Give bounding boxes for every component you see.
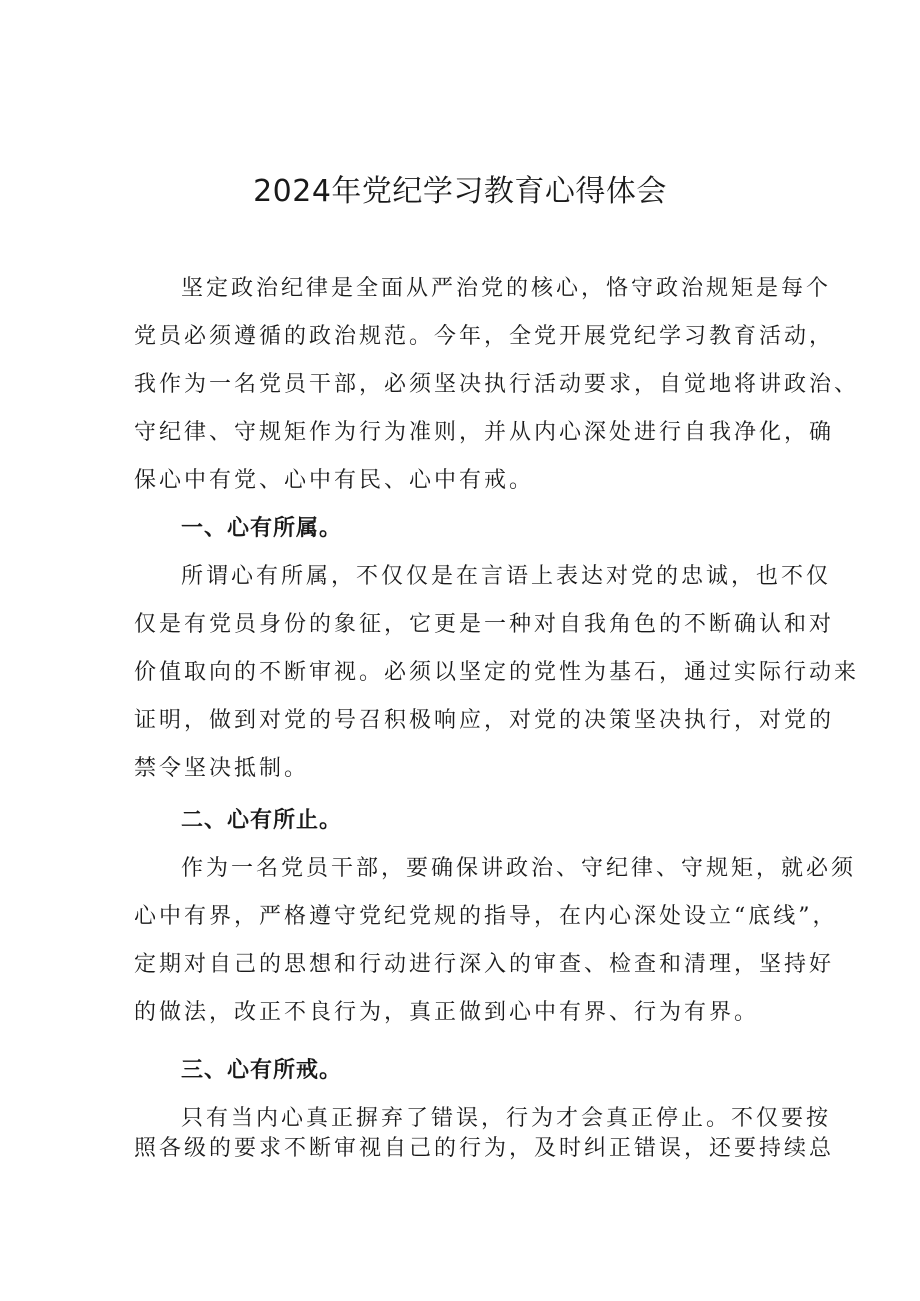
section-heading: 三、心有所戒。 (181, 1058, 343, 1083)
intro-line: 党员必须遵循的政治规范。今年，全党开展党纪学习教育活动， (134, 324, 835, 349)
section-line: 价值取向的不断审视。必须以坚定的党性为基石，通过实际行动来 (134, 660, 860, 685)
intro-line: 我作为一名党员干部，必须坚决执行活动要求，自觉地将讲政治、 (134, 372, 860, 397)
section-line: 仅是有党员身份的象征，它更是一种对自我角色的不断确认和对 (134, 612, 835, 637)
section-line: 只有当内心真正摒弃了错误，行为才会真正停止。不仅要按 (181, 1106, 832, 1131)
section-line: 作为一名党员干部，要确保讲政治、守纪律、守规矩，就必须 (181, 856, 857, 881)
intro-line: 守纪律、守规矩作为行为准则，并从内心深处进行自我净化，确 (134, 420, 835, 445)
section-heading: 二、心有所止。 (181, 808, 343, 833)
intro-line: 坚定政治纪律是全面从严治党的核心，恪守政治规矩是每个 (181, 276, 832, 301)
section-line: 定期对自己的思想和行动进行深入的审查、检查和清理，坚持好 (134, 952, 835, 977)
section-line: 证明，做到对党的号召积极响应，对党的决策坚决执行，对党的 (134, 708, 835, 733)
section-line: 的做法，改正不良行为，真正做到心中有界、行为有界。 (134, 1000, 760, 1025)
section-line: 照各级的要求不断审视自己的行为，及时纠正错误，还要持续总 (134, 1136, 835, 1161)
section-line: 所谓心有所属，不仅仅是在言语上表达对党的忠诚，也不仅 (181, 564, 832, 589)
section-heading: 一、心有所属。 (181, 516, 343, 541)
section-line: 心中有界，严格遵守党纪党规的指导，在内心深处设立“底线”， (134, 904, 838, 929)
document-title: 2024年党纪学习教育心得体会 (253, 174, 667, 209)
intro-line: 保心中有党、心中有民、心中有戒。 (134, 468, 535, 493)
section-line: 禁令坚决抵制。 (134, 756, 310, 781)
